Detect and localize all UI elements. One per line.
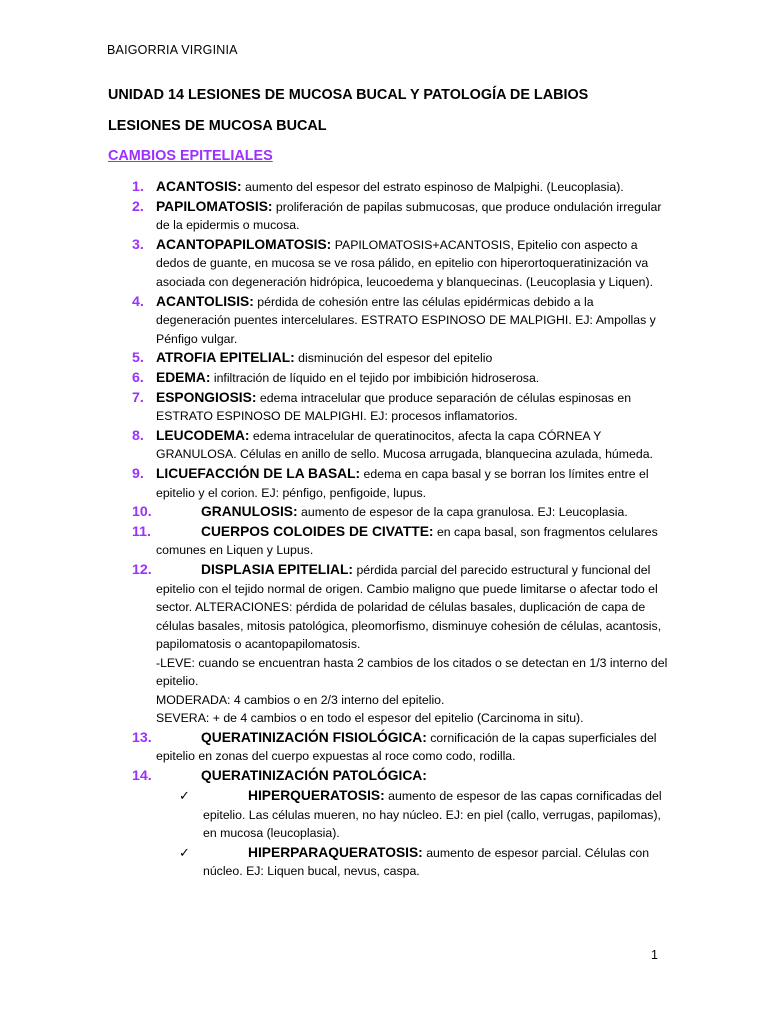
author-name: BAIGORRIA VIRGINIA — [107, 43, 238, 57]
dysplasia-grade: SEVERA: + de 4 cambios o en todo el espesor del epitelio (Carcinoma in situ). — [156, 711, 584, 726]
item-term: ESPONGIOSIS: — [156, 389, 257, 405]
list-item — [0, 729, 768, 766]
item-description: pérdida de cohesión entre las células epidérmicas debido a la degeneración puentes intercelulares. ESTRATO ESPINOSO DE MALPIGHI. EJ: Ampollas y Pénfigo vulgar. — [156, 294, 656, 346]
item-description: infiltración de líquido en el tejido por imbibición hidroserosa. — [210, 370, 540, 385]
item-description: pérdida parcial del parecido estructural y funcional del epitelio con el tejido normal de origen. Cambio maligno que puede limitarse o afectar todo el sector. ALTERACIONES: pérdida de polaridad de células basales, duplicación de capa de células basales, mitosis patológica, pleomorfismo, disminuye cohesión de células, acantosis, papilomatosis o acantopapilomatosis. — [156, 563, 662, 652]
list-item — [0, 561, 768, 728]
item-number: 11. — [132, 523, 151, 540]
list-item — [0, 349, 768, 368]
sub-list-item — [156, 844, 668, 881]
sub-list — [156, 787, 668, 881]
list-item — [0, 369, 768, 388]
checkmark-icon: ✓ — [179, 788, 190, 804]
item-number: 14. — [132, 767, 152, 784]
item-term: QUERATINIZACIÓN FISIOLÓGICA: — [201, 729, 427, 745]
item-description: aumento de espesor de la capa granulosa. EJ: Leucoplasia. — [297, 505, 628, 520]
list-item — [0, 767, 768, 881]
list-item — [0, 293, 768, 349]
subsection-link[interactable]: CAMBIOS EPITELIALES — [108, 148, 273, 164]
item-number: 5. — [132, 350, 144, 367]
sub-item-description: aumento de espesor de las capas cornificadas del epitelio. Las células mueren, no hay núcleo. EJ: en piel (callo, verrugas, papilomas), en mucosa (leucoplasia). — [203, 789, 662, 841]
item-description: aumento del espesor del estrato espinoso de Malpighi. (Leucoplasia). — [241, 180, 624, 194]
item-number: 3. — [132, 236, 144, 253]
item-description: edema intracelular que produce separación de células espinosas en ESTRATO ESPINOSO DE MALPIGHI. EJ: procesos inflamatorios. — [156, 390, 632, 424]
item-description: proliferación de papilas submucosas, que produce ondulación irregular de la epidermis o mucosa. — [156, 199, 662, 233]
item-term: CUERPOS COLOIDES DE CIVATTE: — [201, 523, 434, 539]
item-number: 13. — [132, 729, 152, 746]
unit-title: UNIDAD 14 LESIONES DE MUCOSA BUCAL Y PATOLOGÍA DE LABIOS — [108, 87, 589, 103]
item-term: DISPLASIA EPITELIAL: — [201, 562, 354, 578]
item-term: ACANTOPAPILOMATOSIS: — [156, 236, 332, 252]
item-description: edema intracelular de queratinocitos, afecta la capa CÓRNEA Y GRANULOSA. Células en anillo de sello. Mucosa arrugada, blanquecina azulada, húmeda. — [156, 428, 653, 462]
checkmark-icon: ✓ — [179, 844, 190, 860]
sub-list-item — [156, 787, 668, 843]
item-number: 10. — [132, 504, 152, 521]
item-description: en capa basal, son fragmentos celulares comunes en Liquen y Lupus. — [156, 524, 658, 558]
item-number: 4. — [132, 293, 144, 310]
list-item — [0, 427, 768, 464]
list-item — [0, 178, 768, 197]
item-term: PAPILOMATOSIS: — [156, 198, 273, 214]
sub-item-term: HIPERPARAQUERATOSIS: — [248, 844, 423, 860]
item-number: 7. — [132, 389, 144, 406]
list-item — [0, 236, 768, 292]
item-description: edema en capa basal y se borran los límites entre el epitelio y el corion. EJ: pénfigo, penfigoide, lupus. — [156, 467, 649, 500]
section-title: LESIONES DE MUCOSA BUCAL — [108, 118, 327, 134]
list-item — [0, 523, 768, 560]
item-number: 9. — [132, 466, 144, 482]
item-description: disminución del espesor del epitelio — [294, 351, 493, 366]
item-term: ATROFIA EPITELIAL: — [156, 350, 295, 366]
item-number: 8. — [132, 427, 144, 444]
list-item — [0, 198, 768, 235]
item-term: EDEMA: — [156, 369, 211, 385]
item-number: 6. — [132, 369, 144, 386]
item-description: PAPILOMATOSIS+ACANTOSIS, Epitelio con aspecto a dedos de guante, en mucosa se ve rosa pálido, en epitelio con hiperortoqueratinización va asociada con degeneración hidrópica, leucoedema y blanquecinas. (Leucoplasia y Liquen). — [156, 237, 653, 289]
dysplasia-grade: -LEVE: cuando se encuentran hasta 2 cambios de los citados o se detectan en 1/3 interno del epitelio. — [156, 655, 668, 689]
item-term: GRANULOSIS: — [201, 504, 298, 520]
item-term: LICUEFACCIÓN DE LA BASAL: — [156, 466, 361, 481]
page-number: 1 — [651, 948, 658, 962]
epithelial-changes-list — [0, 178, 768, 882]
list-item — [0, 389, 768, 426]
item-term: LEUCODEMA: — [156, 427, 250, 443]
item-number: 12. — [132, 562, 152, 579]
sub-item-description: aumento de espesor parcial. Células con núcleo. EJ: Liquen bucal, nevus, caspa. — [203, 845, 650, 879]
sub-item-term: HIPERQUERATOSIS: — [248, 788, 385, 804]
item-term: QUERATINIZACIÓN PATOLÓGICA: — [201, 767, 427, 783]
item-number: 2. — [132, 198, 144, 215]
item-term: ACANTOSIS: — [156, 179, 242, 194]
item-number: 1. — [132, 179, 144, 195]
item-term: ACANTOLISIS: — [156, 293, 254, 309]
list-item — [0, 503, 768, 522]
list-item — [0, 465, 768, 502]
dysplasia-grade: MODERADA: 4 cambios o en 2/3 interno del epitelio. — [156, 692, 445, 707]
item-description: cornificación de la capas superficiales del epitelio en zonas del cuerpo expuestas al roce como codo, rodilla. — [156, 730, 657, 764]
